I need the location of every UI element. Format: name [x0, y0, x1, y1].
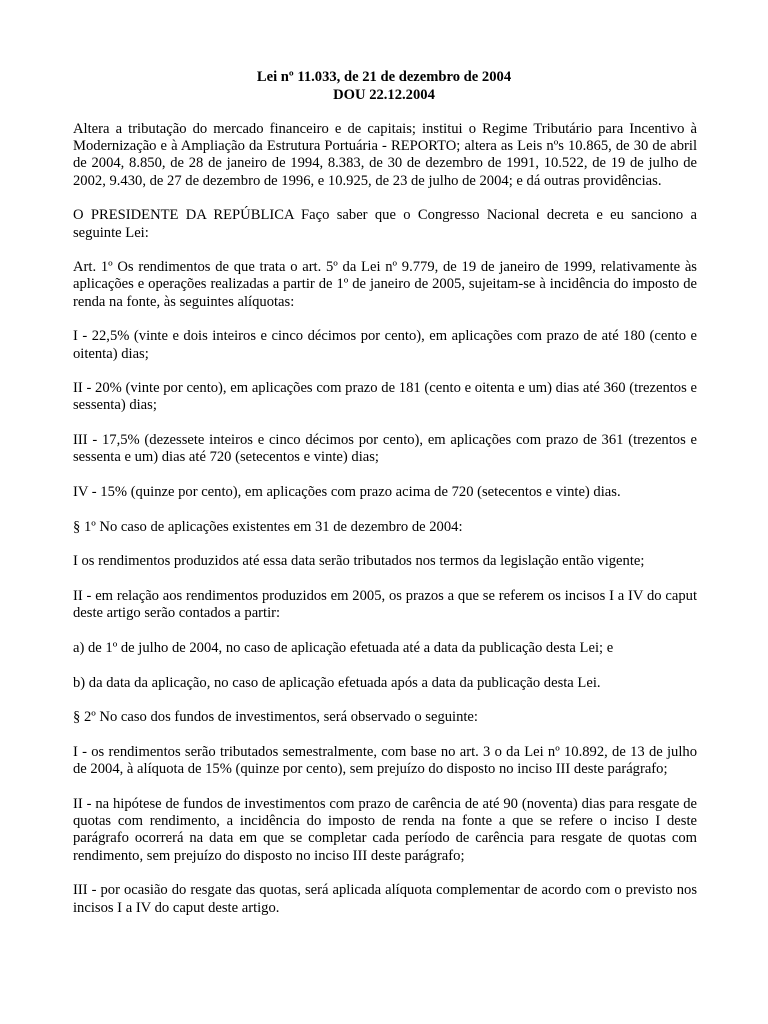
article-1-item-iii: III - 17,5% (dezessete inteiros e cinco décimos por cento), em aplicações com prazo de 361 (trezentos e sessenta e um) dias até 720 (setecentos e vinte) dias;	[73, 432, 697, 466]
section-1-paragraph: § 1º No caso de aplicações existentes em 31 de dezembro de 2004:	[73, 518, 463, 535]
section-2-paragraph: § 2º No caso dos fundos de investimentos, será observado o seguinte:	[73, 709, 478, 726]
ementa-paragraph: Altera a tributação do mercado financeiro e de capitais; institui o Regime Tributário para Incentivo à Modernização e à Ampliação da Estrutura Portuária - REPORTO; altera as Leis nºs 10.865, de 30 de abril de 2004, 8.850, de 28 de janeiro de 1994, 8.383, de 30 de dezembro de 1991, 10.522, de 19 de julho de 2002, 9.430, de 27 de dezembro de 1996, e 10.925, de 23 de julho de 2004; e dá outras providências.	[73, 121, 697, 189]
document-title: Lei nº 11.033, de 21 de dezembro de 2004	[256, 69, 512, 85]
section-1-item-a: a) de 1º de julho de 2004, no caso de aplicação efetuada até a data da publicação desta Lei; e	[73, 640, 614, 657]
section-2-item-i: I - os rendimentos serão tributados semestralmente, com base no art. 3 o da Lei nº 10.892, de 13 de julho de 2004, à alíquota de 15% (quinze por cento), sem prejuízo do disposto no inciso III deste parágrafo;	[73, 744, 697, 778]
document-body	[73, 121, 697, 934]
section-1-item-ii: II - em relação aos rendimentos produzidos em 2005, os prazos a que se referem os incisos I a IV do caput deste artigo serão contados a partir:	[73, 588, 697, 622]
article-1-item-i: I - 22,5% (vinte e dois inteiros e cinco décimos por cento), em aplicações com prazo de até 180 (cento e oitenta) dias;	[73, 328, 697, 362]
preamble-paragraph: O PRESIDENTE DA REPÚBLICA Faço saber que o Congresso Nacional decreta e eu sanciono a seguinte Lei:	[73, 207, 697, 241]
section-2-item-iii: III - por ocasião do resgate das quotas, será aplicada alíquota complementar de acordo com o previsto nos incisos I a IV do caput deste artigo.	[73, 882, 697, 916]
section-1-item-i: I os rendimentos produzidos até essa data serão tributados nos termos da legislação então vigente;	[73, 553, 645, 570]
document-header	[0, 69, 768, 104]
article-1-paragraph: Art. 1º Os rendimentos de que trata o art. 5º da Lei nº 9.779, de 19 de janeiro de 1999, relativamente às aplicações e operações realizadas a partir de 1º de janeiro de 2005, sujeitam-se à incidência do imposto de renda na fonte, às seguintes alíquotas:	[73, 259, 697, 310]
article-1-item-ii: II - 20% (vinte por cento), em aplicações com prazo de 181 (cento e oitenta e um) dias até 360 (trezentos e sessenta) dias;	[73, 380, 697, 414]
document-subtitle: DOU 22.12.2004	[333, 86, 435, 103]
section-1-item-b: b) da data da aplicação, no caso de aplicação efetuada após a data da publicação desta Lei.	[73, 674, 601, 691]
section-2-item-ii: II - na hipótese de fundos de investimentos com prazo de carência de até 90 (noventa) dias para resgate de quotas com rendimento, a incidência do imposto de renda na fonte a que se refere o inciso I deste parágrafo ocorrerá na data em que se completar cada período de carência para resgate de quotas com rendimento, sem prejuízo do disposto no inciso III deste parágrafo;	[73, 796, 697, 864]
article-1-item-iv: IV - 15% (quinze por cento), em aplicações com prazo acima de 720 (setecentos e vinte) dias.	[73, 484, 621, 501]
